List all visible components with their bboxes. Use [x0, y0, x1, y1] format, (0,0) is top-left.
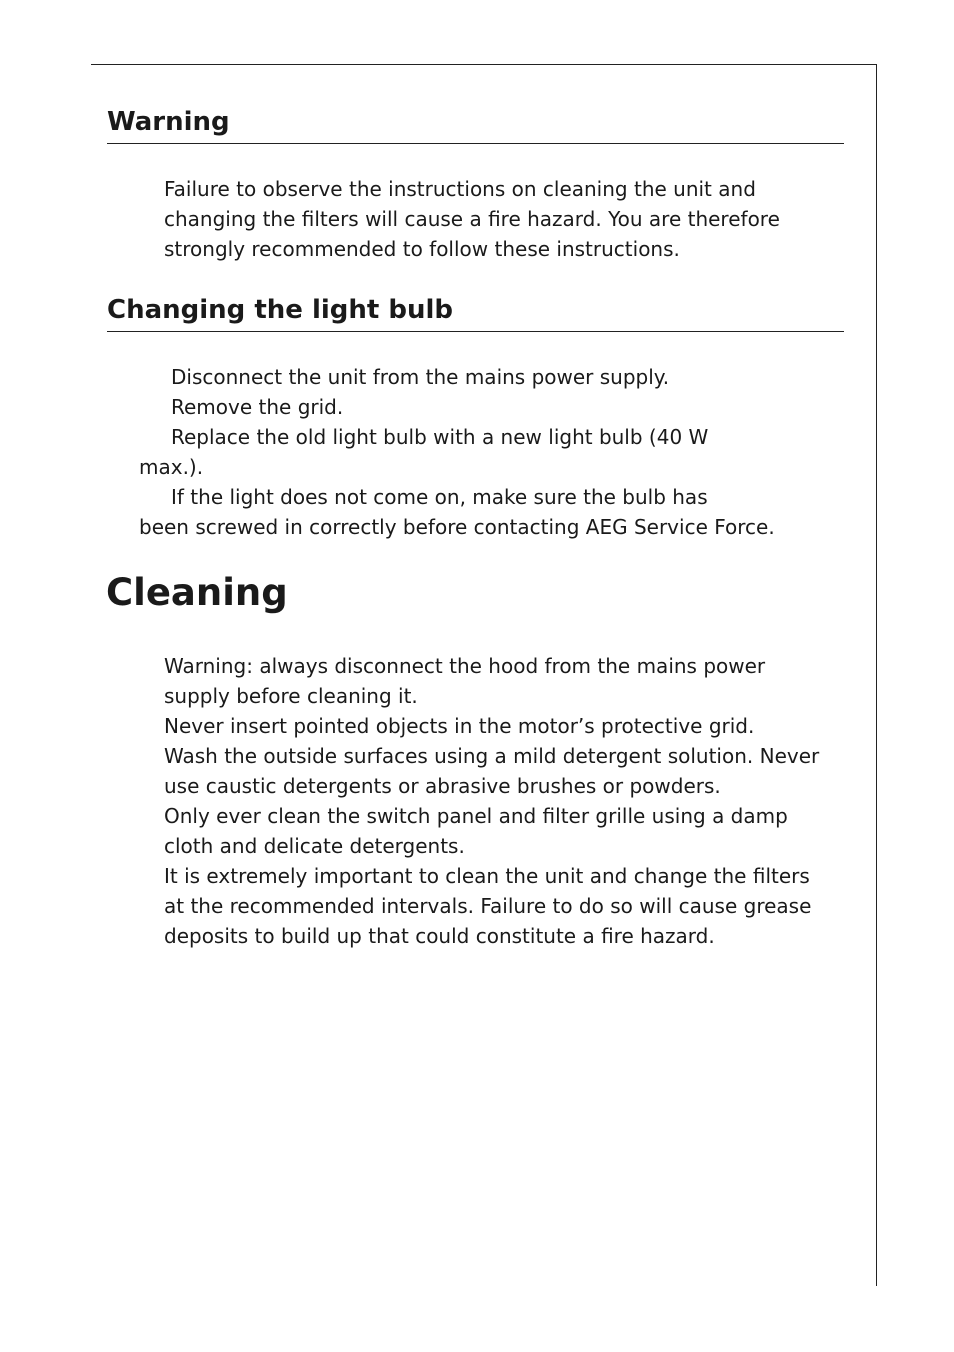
- cleaning-line: at the recommended intervals. Failure to do so will cause grease: [164, 894, 812, 918]
- warning-line: changing the filters will cause a fire hazard. You are therefore: [164, 207, 780, 231]
- light-bulb-heading: Changing the light bulb: [107, 294, 844, 332]
- cleaning-line: Wash the outside surfaces using a mild detergent solution. Never: [164, 744, 820, 768]
- cleaning-line: Never insert pointed objects in the motor’s protective grid.: [164, 714, 755, 738]
- light-bulb-steps: [139, 362, 775, 542]
- cleaning-line: deposits to build up that could constitute a fire hazard.: [164, 924, 715, 948]
- page-frame-top-rule: [91, 64, 877, 65]
- light-bulb-step: Replace the old light bulb with a new light bulb (40 W: [171, 425, 709, 449]
- light-bulb-step: If the light does not come on, make sure the bulb has: [171, 485, 708, 509]
- cleaning-title: Cleaning: [106, 571, 288, 614]
- cleaning-line: It is extremely important to clean the unit and change the filters: [164, 864, 810, 888]
- warning-line: strongly recommended to follow these instructions.: [164, 237, 680, 261]
- light-bulb-step-continuation: max.).: [139, 455, 204, 479]
- warning-line: Failure to observe the instructions on cleaning the unit and: [164, 177, 756, 201]
- cleaning-paragraph: [164, 651, 819, 951]
- light-bulb-step: Disconnect the unit from the mains power supply.: [171, 365, 670, 389]
- page-frame-right-rule: [876, 64, 877, 1286]
- warning-paragraph: [164, 174, 780, 264]
- cleaning-line: cloth and delicate detergents.: [164, 834, 465, 858]
- light-bulb-step: Remove the grid.: [171, 395, 344, 419]
- cleaning-line: use caustic detergents or abrasive brushes or powders.: [164, 774, 721, 798]
- cleaning-line: Only ever clean the switch panel and filter grille using a damp: [164, 804, 788, 828]
- cleaning-line: supply before cleaning it.: [164, 684, 418, 708]
- warning-heading: Warning: [107, 106, 844, 144]
- cleaning-line: Warning: always disconnect the hood from the mains power: [164, 654, 766, 678]
- light-bulb-step-continuation: been screwed in correctly before contacting AEG Service Force.: [139, 515, 775, 539]
